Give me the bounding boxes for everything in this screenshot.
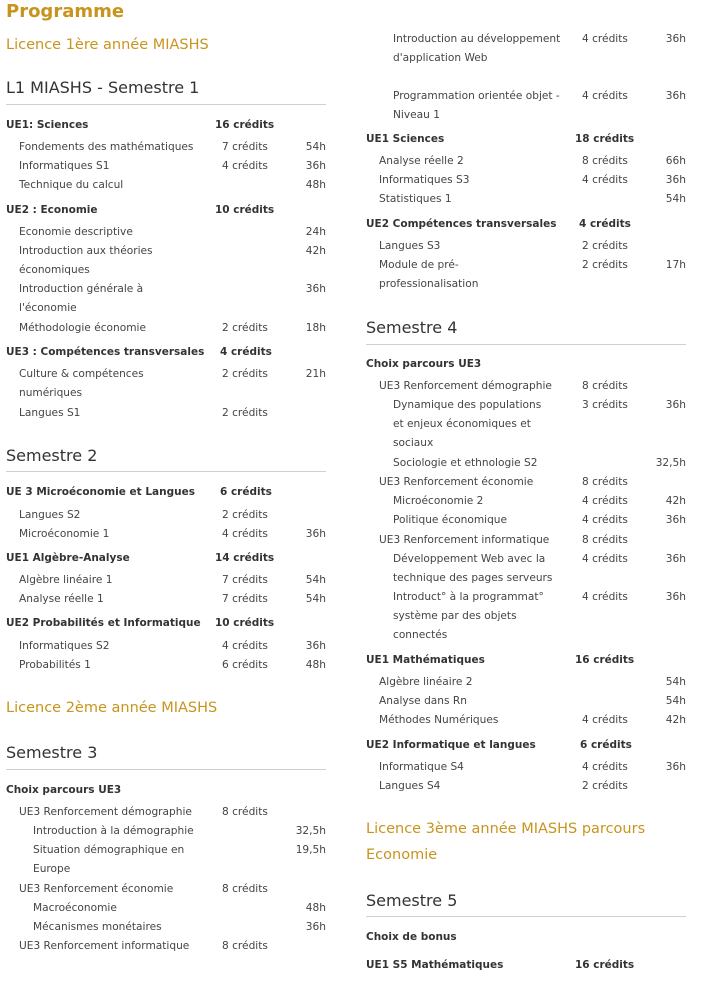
ue-label: UE3 : Compétences transversales bbox=[6, 346, 205, 358]
track-row bbox=[19, 880, 326, 900]
course-row bbox=[19, 176, 326, 196]
course-row bbox=[379, 237, 686, 257]
course-name: Informatiques S2 bbox=[19, 640, 110, 652]
ue-label: UE1: Sciences bbox=[6, 119, 89, 131]
course-hours: 36h bbox=[665, 399, 686, 411]
course-name: Situation démographique en Europe bbox=[33, 844, 185, 876]
course-credits: 3 crédits bbox=[582, 399, 628, 411]
track-row bbox=[19, 803, 326, 823]
course-credits: 7 crédits bbox=[222, 141, 268, 153]
course-credits: 7 crédits bbox=[222, 574, 268, 586]
course-row bbox=[379, 758, 686, 778]
course-row bbox=[33, 841, 326, 881]
course-row bbox=[393, 511, 686, 531]
course-name: Microéconomie 2 bbox=[393, 495, 484, 507]
ue-credits: 16 crédits bbox=[575, 654, 635, 666]
track-credits: 8 crédits bbox=[582, 476, 628, 488]
ue-credits: 4 crédits bbox=[579, 218, 631, 230]
track-credits: 8 crédits bbox=[582, 380, 628, 392]
course-name: Macroéconomie bbox=[33, 902, 117, 914]
ue-label: UE2 Probabilités et Informatique bbox=[6, 617, 201, 629]
course-hours: 36h bbox=[665, 33, 686, 45]
course-credits: 4 crédits bbox=[582, 553, 628, 565]
semester-title-s2: Semestre 2 bbox=[6, 446, 98, 465]
course-credits: 2 crédits bbox=[582, 259, 628, 271]
course-credits: 4 crédits bbox=[582, 90, 628, 102]
course-row bbox=[19, 157, 326, 177]
course-name: Informatique S4 bbox=[379, 761, 464, 773]
course-row bbox=[379, 692, 686, 712]
ue-credits: 14 crédits bbox=[215, 552, 275, 564]
course-hours: 36h bbox=[665, 514, 686, 526]
course-hours: 36h bbox=[665, 174, 686, 186]
course-name: Langues S1 bbox=[19, 407, 81, 419]
course-name: Programmation orientée objet - Niveau 1 bbox=[393, 90, 560, 122]
course-credits: 8 crédits bbox=[582, 155, 628, 167]
semester-title-s1: L1 MIASHS - Semestre 1 bbox=[6, 78, 200, 97]
course-hours: 42h bbox=[305, 245, 326, 257]
course-hours: 42h bbox=[665, 495, 686, 507]
course-name: Introduct° à la programmat° système par des objets connectés bbox=[393, 591, 544, 642]
course-hours: 36h bbox=[665, 761, 686, 773]
ue-label: UE1 Algèbre-Analyse bbox=[6, 552, 130, 564]
course-name: Module de pré-professionalisation bbox=[379, 259, 479, 291]
semester-divider bbox=[366, 344, 686, 345]
course-hours: 19,5h bbox=[295, 844, 326, 856]
semester-title-s5: Semestre 5 bbox=[366, 891, 458, 910]
course-name: Statistiques 1 bbox=[379, 193, 452, 205]
course-name: Fondements des mathématiques bbox=[19, 141, 194, 153]
course-name: Probabilités 1 bbox=[19, 659, 91, 671]
ue-label: UE1 Mathématiques bbox=[366, 654, 485, 666]
course-credits: 4 crédits bbox=[222, 640, 268, 652]
course-hours: 54h bbox=[305, 141, 326, 153]
track-name: UE3 Renforcement démographie bbox=[379, 380, 552, 392]
course-name: Analyse dans Rn bbox=[379, 695, 467, 707]
course-name: Algèbre linéaire 1 bbox=[19, 574, 113, 586]
course-row bbox=[393, 30, 686, 88]
course-credits: 4 crédits bbox=[582, 591, 628, 603]
track-name: UE3 Renforcement économie bbox=[19, 883, 174, 895]
course-hours: 54h bbox=[665, 193, 686, 205]
course-row bbox=[19, 242, 326, 282]
ue-label: UE2 Compétences transversales bbox=[366, 218, 557, 230]
ue-label: UE2 : Economie bbox=[6, 204, 98, 216]
course-name: Analyse réelle 2 bbox=[379, 155, 464, 167]
course-credits: 4 crédits bbox=[222, 160, 268, 172]
course-name: Méthodologie économie bbox=[19, 322, 146, 334]
course-row bbox=[19, 656, 326, 676]
course-hours: 32,5h bbox=[295, 825, 326, 837]
course-name: Dynamique des populations et enjeux économiques et sociaux bbox=[393, 399, 542, 450]
course-hours: 21h bbox=[305, 368, 326, 380]
course-hours: 48h bbox=[305, 902, 326, 914]
ue-credits: 6 crédits bbox=[220, 486, 272, 498]
course-name: Technique du calcul bbox=[19, 179, 124, 191]
course-hours: 36h bbox=[305, 160, 326, 172]
course-row bbox=[393, 396, 686, 454]
track-name: UE3 Renforcement informatique bbox=[379, 534, 550, 546]
course-hours: 54h bbox=[305, 593, 326, 605]
course-hours: 24h bbox=[305, 226, 326, 238]
course-row bbox=[19, 223, 326, 243]
course-name: Informatiques S1 bbox=[19, 160, 110, 172]
course-hours: 36h bbox=[665, 553, 686, 565]
ue-label: UE2 Informatique et langues bbox=[366, 739, 536, 751]
program-title-l1[interactable]: Licence 1ère année MIASHS bbox=[6, 37, 209, 53]
course-row bbox=[19, 506, 326, 526]
course-name: Analyse réelle 1 bbox=[19, 593, 104, 605]
course-name: Introduction générale à l'économie bbox=[19, 283, 144, 315]
semester-title-s3: Semestre 3 bbox=[6, 743, 98, 762]
course-row bbox=[19, 404, 326, 424]
ue-label: UE 3 Microéconomie et Langues bbox=[6, 486, 195, 498]
course-credits: 4 crédits bbox=[582, 33, 628, 45]
page-title: Programme bbox=[6, 1, 125, 22]
program-title-l3[interactable]: Licence 3ème année MIASHS parcours Economie bbox=[366, 821, 646, 863]
track-credits: 8 crédits bbox=[582, 534, 628, 546]
course-hours: 36h bbox=[305, 283, 326, 295]
course-row bbox=[19, 637, 326, 657]
course-credits: 4 crédits bbox=[582, 761, 628, 773]
ue-credits: 16 crédits bbox=[215, 119, 275, 131]
semester-divider bbox=[366, 916, 686, 917]
course-credits: 4 crédits bbox=[582, 174, 628, 186]
course-hours: 36h bbox=[305, 921, 326, 933]
course-name: Microéconomie 1 bbox=[19, 528, 110, 540]
ue-credits: 10 crédits bbox=[215, 204, 275, 216]
course-credits: 2 crédits bbox=[222, 368, 268, 380]
course-row bbox=[393, 492, 686, 512]
course-name: Algèbre linéaire 2 bbox=[379, 676, 473, 688]
course-name: Culture & compétences numériques bbox=[19, 368, 144, 400]
course-hours: 48h bbox=[305, 179, 326, 191]
course-row bbox=[19, 280, 326, 320]
course-hours: 54h bbox=[305, 574, 326, 586]
course-credits: 2 crédits bbox=[222, 322, 268, 334]
course-hours: 36h bbox=[665, 90, 686, 102]
track-row bbox=[379, 531, 686, 551]
course-hours: 54h bbox=[665, 676, 686, 688]
course-hours: 36h bbox=[305, 528, 326, 540]
course-credits: 4 crédits bbox=[582, 495, 628, 507]
course-name: Introduction aux théories économiques bbox=[19, 245, 153, 277]
course-hours: 17h bbox=[665, 259, 686, 271]
course-hours: 32,5h bbox=[655, 457, 686, 469]
semester-title-s4: Semestre 4 bbox=[366, 318, 458, 337]
course-name: Sociologie et ethnologie S2 bbox=[393, 457, 538, 469]
course-row bbox=[379, 190, 686, 210]
ue-credits: 4 crédits bbox=[220, 346, 272, 358]
course-credits: 2 crédits bbox=[222, 407, 268, 419]
course-hours: 42h bbox=[665, 714, 686, 726]
course-credits: 4 crédits bbox=[582, 514, 628, 526]
course-credits: 2 crédits bbox=[222, 509, 268, 521]
course-name: Développement Web avec la technique des pages serveurs bbox=[393, 553, 553, 585]
track-row bbox=[379, 473, 686, 493]
track-row bbox=[379, 377, 686, 397]
course-credits: 2 crédits bbox=[582, 240, 628, 252]
course-credits: 4 crédits bbox=[222, 528, 268, 540]
course-name: Economie descriptive bbox=[19, 226, 133, 238]
course-row bbox=[19, 571, 326, 591]
course-hours: 66h bbox=[665, 155, 686, 167]
course-name: Langues S3 bbox=[379, 240, 441, 252]
course-name: Informatiques S3 bbox=[379, 174, 470, 186]
course-credits: 7 crédits bbox=[222, 593, 268, 605]
course-row bbox=[33, 822, 326, 842]
course-row bbox=[379, 777, 686, 797]
ue-credits: 6 crédits bbox=[580, 739, 632, 751]
course-hours: 36h bbox=[305, 640, 326, 652]
course-name: Introduction au développement d'application Web bbox=[393, 33, 561, 65]
course-name: Langues S2 bbox=[19, 509, 81, 521]
course-name: Introduction à la démographie bbox=[33, 825, 194, 837]
track-credits: 8 crédits bbox=[222, 806, 268, 818]
course-name: Langues S4 bbox=[379, 780, 441, 792]
course-row bbox=[393, 454, 686, 474]
semester-divider bbox=[6, 769, 326, 770]
course-name: Politique économique bbox=[393, 514, 508, 526]
track-credits: 8 crédits bbox=[222, 940, 268, 952]
course-credits: 2 crédits bbox=[582, 780, 628, 792]
course-row bbox=[379, 152, 686, 172]
course-hours: 36h bbox=[665, 591, 686, 603]
course-row bbox=[379, 171, 686, 191]
course-row bbox=[379, 711, 686, 731]
course-row bbox=[19, 319, 326, 339]
track-row bbox=[19, 937, 326, 957]
course-credits: 4 crédits bbox=[582, 714, 628, 726]
course-name: Méthodes Numériques bbox=[379, 714, 499, 726]
bonus-choice-label: Choix de bonus bbox=[366, 931, 457, 943]
course-credits: 6 crédits bbox=[222, 659, 268, 671]
track-name: UE3 Renforcement économie bbox=[379, 476, 534, 488]
course-row bbox=[393, 588, 686, 646]
semester-divider bbox=[6, 104, 326, 105]
ue-credits: 16 crédits bbox=[575, 959, 635, 971]
semester-divider bbox=[6, 471, 326, 472]
track-choice-label: Choix parcours UE3 bbox=[6, 784, 122, 796]
track-name: UE3 Renforcement démographie bbox=[19, 806, 192, 818]
course-row bbox=[19, 138, 326, 158]
course-row bbox=[379, 673, 686, 693]
course-hours: 18h bbox=[305, 322, 326, 334]
course-name: Mécanismes monétaires bbox=[33, 921, 162, 933]
track-credits: 8 crédits bbox=[222, 883, 268, 895]
course-row bbox=[379, 256, 686, 296]
program-title-l2[interactable]: Licence 2ème année MIASHS bbox=[6, 700, 218, 716]
ue-label: UE1 Sciences bbox=[366, 133, 445, 145]
course-row bbox=[33, 899, 326, 919]
ue-credits: 18 crédits bbox=[575, 133, 635, 145]
course-hours: 54h bbox=[665, 695, 686, 707]
course-hours: 48h bbox=[305, 659, 326, 671]
course-row bbox=[19, 365, 326, 405]
course-row bbox=[393, 87, 686, 127]
ue-label: UE1 S5 Mathématiques bbox=[366, 959, 504, 971]
track-choice-label: Choix parcours UE3 bbox=[366, 358, 482, 370]
ue-credits: 10 crédits bbox=[215, 617, 275, 629]
course-row bbox=[33, 918, 326, 938]
track-name: UE3 Renforcement informatique bbox=[19, 940, 190, 952]
course-row bbox=[19, 590, 326, 610]
course-row bbox=[393, 550, 686, 590]
course-row bbox=[19, 525, 326, 545]
